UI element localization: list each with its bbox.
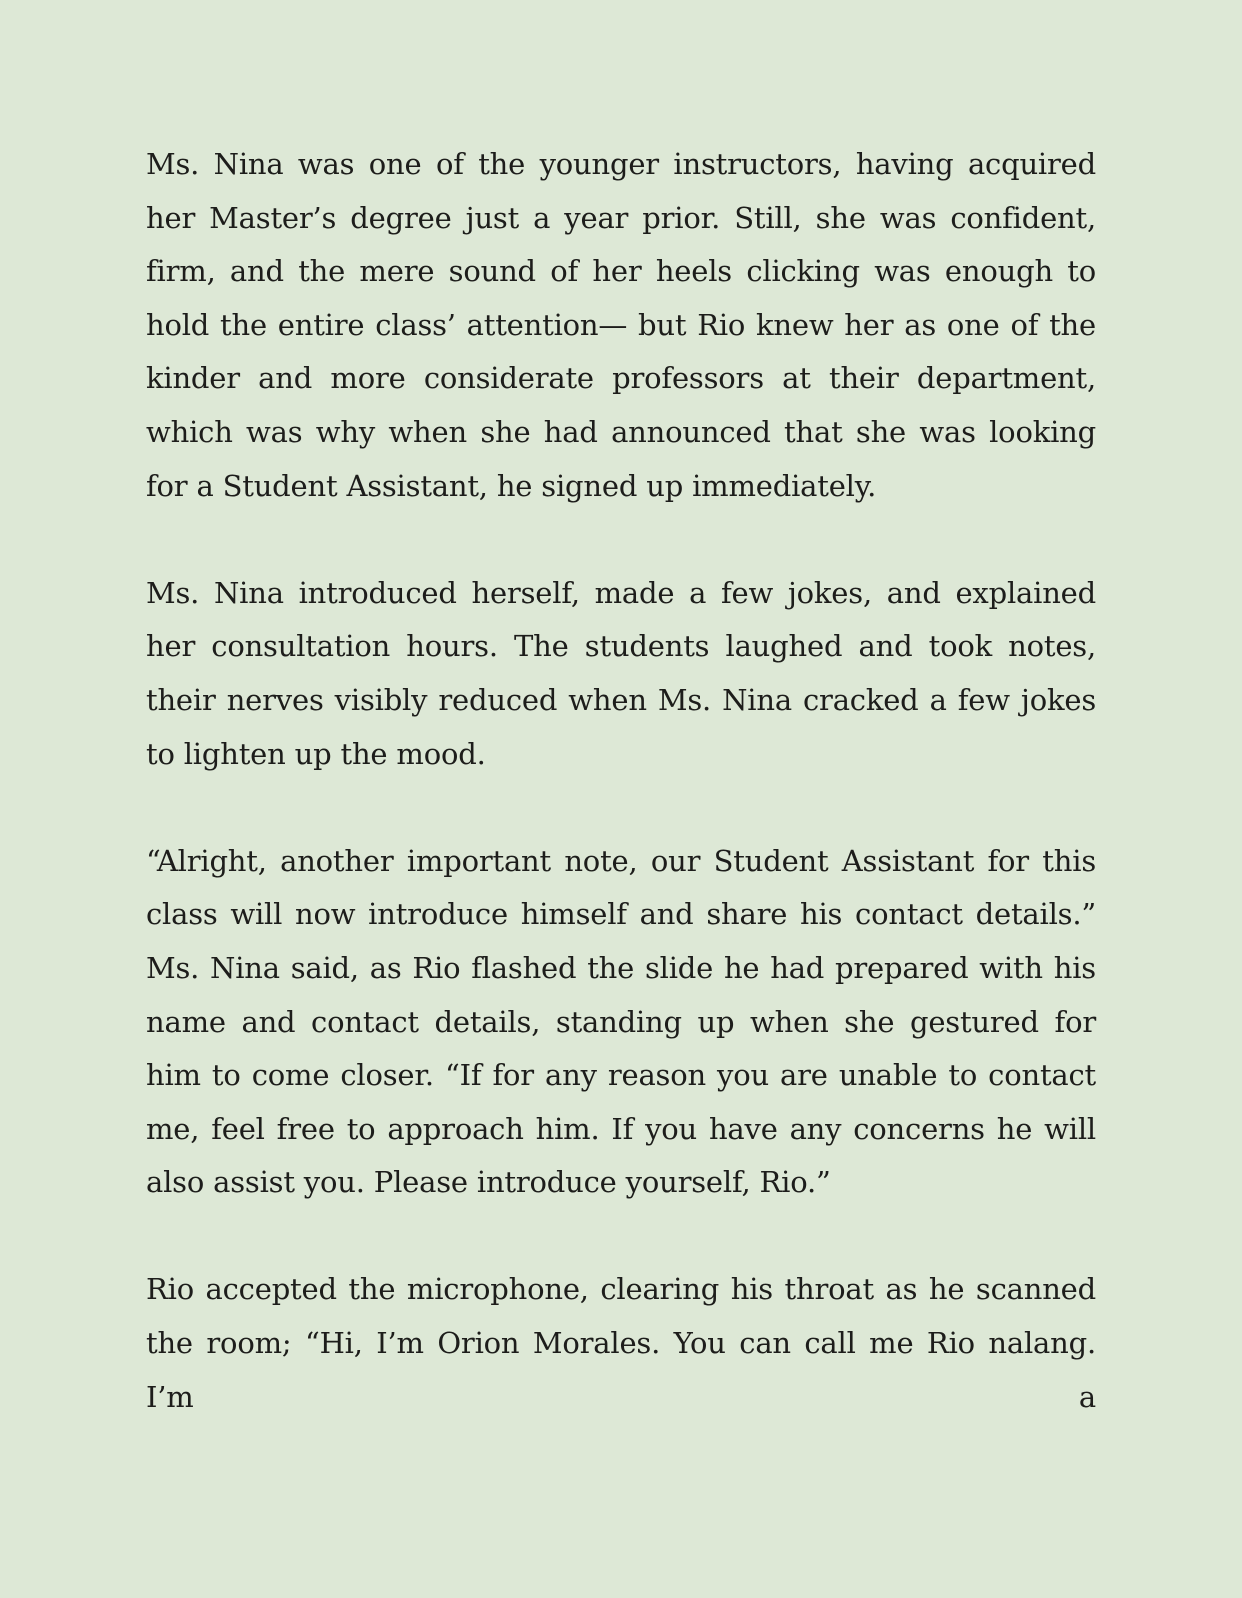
paragraph-3: “Alright, another important note, our Student Assistant for this class will now introduce himself and share his contact details.” Ms. Nina said, as Rio flashed the slide he had prepared with his name and contact details, standing up when she gestured for him to come closer. “If for any reason you are unable to contact me, feel free to approach him. If you have any concerns he will also assist you. Please introduce yourself, Rio.” [146, 843, 1096, 1200]
paragraph-1: Ms. Nina was one of the younger instructors, having acquired her Master’s degree just a year prior. Still, she was confident, firm, and the mere sound of her heels clicking was enough to hold the entire class’ attention— but Rio knew her as one of the kinder and more considerate professors at their department, which was why when she had announced that she was looking for a Student Assistant, he signed up immediately. [146, 147, 1096, 503]
paragraph-2: Ms. Nina introduced herself, made a few jokes, and explained her consultation hours. The students laughed and took notes, their nerves visibly reduced when Ms. Nina cracked a few jokes to lighten up the mood. [146, 575, 1096, 771]
paragraph-4: Rio accepted the microphone, clearing his throat as he scanned the room; “Hi, I’m Orion Morales. You can call me Rio nalang. I’m a [146, 1272, 1096, 1414]
reader-page-text [146, 138, 1096, 1424]
